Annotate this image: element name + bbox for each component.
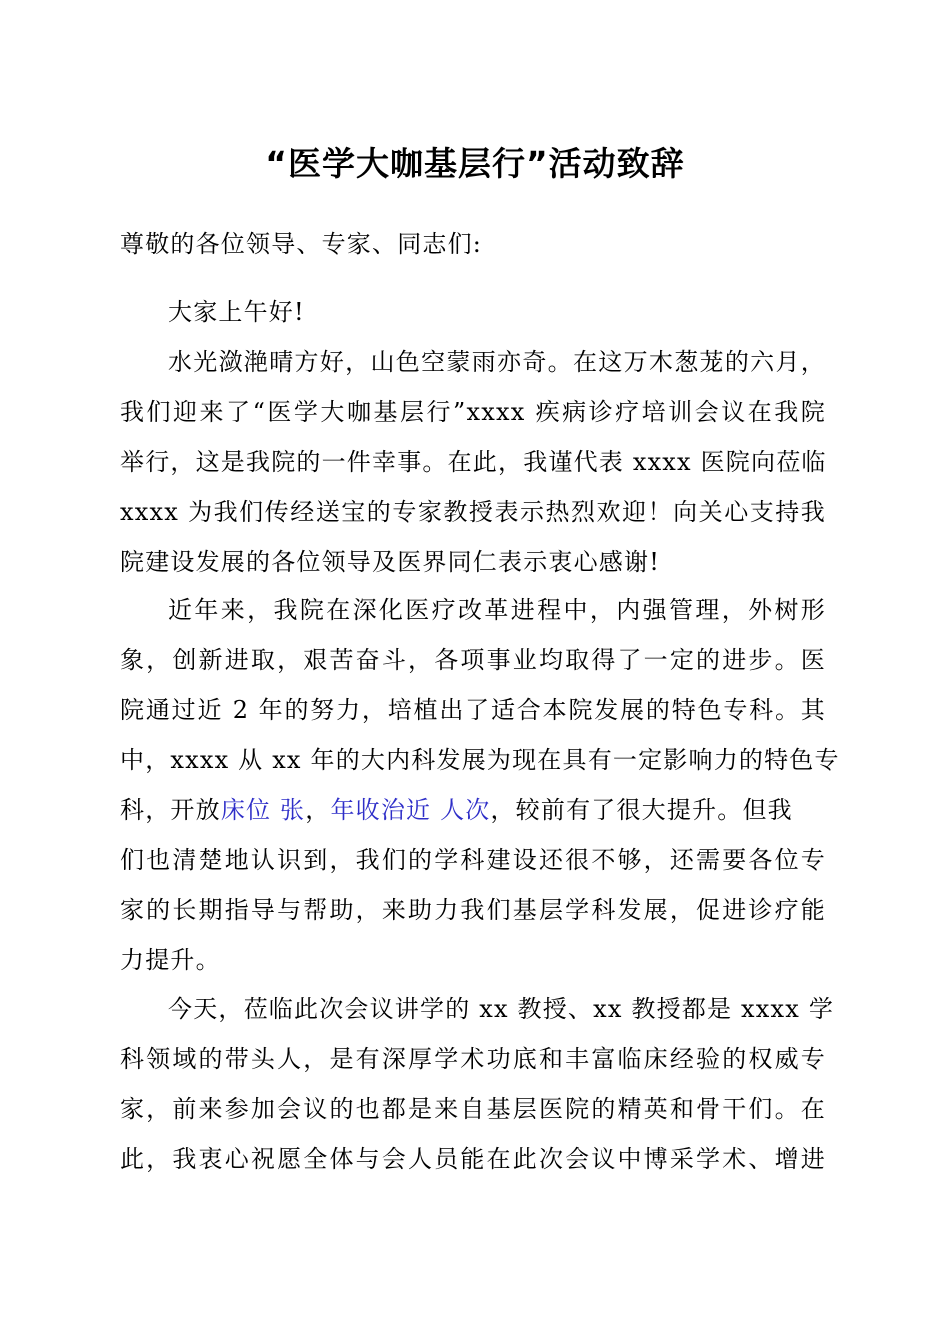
line-segment: ，: [305, 796, 331, 824]
highlight-admissions: 年收治近 人次: [330, 796, 491, 824]
paragraph-3-line-3: 家，前来参加会议的也都是来自基层医院的精英和骨干们。在: [120, 1095, 826, 1123]
paragraph-3-line-2: 科领域的带头人，是有深厚学术功底和丰富临床经验的权威专: [120, 1045, 826, 1073]
paragraph-2-line-2: 象，创新进取，艰苦奋斗，各项事业均取得了一定的进步。医: [120, 646, 826, 674]
paragraph-1-line-1: 水光潋滟晴方好，山色空蒙雨亦奇。在这万木葱茏的六月，: [168, 348, 826, 376]
paragraph-2-line-1: 近年来，我院在深化医疗改革进程中，内强管理，外树形: [168, 596, 826, 624]
line-segment: 科，开放: [120, 796, 221, 824]
paragraph-2-line-5: [120, 785, 826, 835]
paragraph-2-line-7: 家的长期指导与帮助，来助力我们基层学科发展，促进诊疗能: [120, 896, 826, 924]
highlight-bed-count: 床位 张: [220, 796, 306, 824]
paragraph-2-line-6: 们也清楚地认识到，我们的学科建设还很不够，还需要各位专: [120, 846, 826, 874]
paragraph-1-line-5: 院建设发展的各位领导及医界同仁表示衷心感谢!: [120, 548, 661, 576]
paragraph-3-line-4: 此，我衷心祝愿全体与会人员能在此次会议中博采学术、增进: [120, 1145, 826, 1173]
line-segment: ，较前有了很大提升。但我: [490, 796, 793, 824]
paragraph-1-line-4: xxxx 为我们传经送宝的专家教授表示热烈欢迎！向关心支持我: [120, 498, 826, 526]
paragraph-2-line-4: 中，xxxx 从 xx 年的大内科发展为现在具有一定影响力的特色专: [120, 746, 840, 774]
paragraph-1-line-3: 举行，这是我院的一件幸事。在此，我谨代表 xxxx 医院向莅临: [120, 448, 827, 476]
paragraph-3-line-1: 今天，莅临此次会议讲学的 xx 教授、xx 教授都是 xxxx 学: [168, 995, 835, 1023]
paragraph-2-line-3: 院通过近 2 年的努力，培植出了适合本院发展的特色专科。其: [120, 696, 826, 724]
greeting: 大家上午好!: [168, 298, 305, 326]
paragraph-1-line-2: 我们迎来了“医学大咖基层行”xxxx 疾病诊疗培训会议在我院: [120, 398, 826, 426]
salutation: 尊敬的各位领导、专家、同志们:: [120, 230, 483, 258]
paragraph-2-line-8: 力提升。: [120, 946, 221, 974]
document-title: “医学大咖基层行”活动致辞: [265, 144, 685, 183]
